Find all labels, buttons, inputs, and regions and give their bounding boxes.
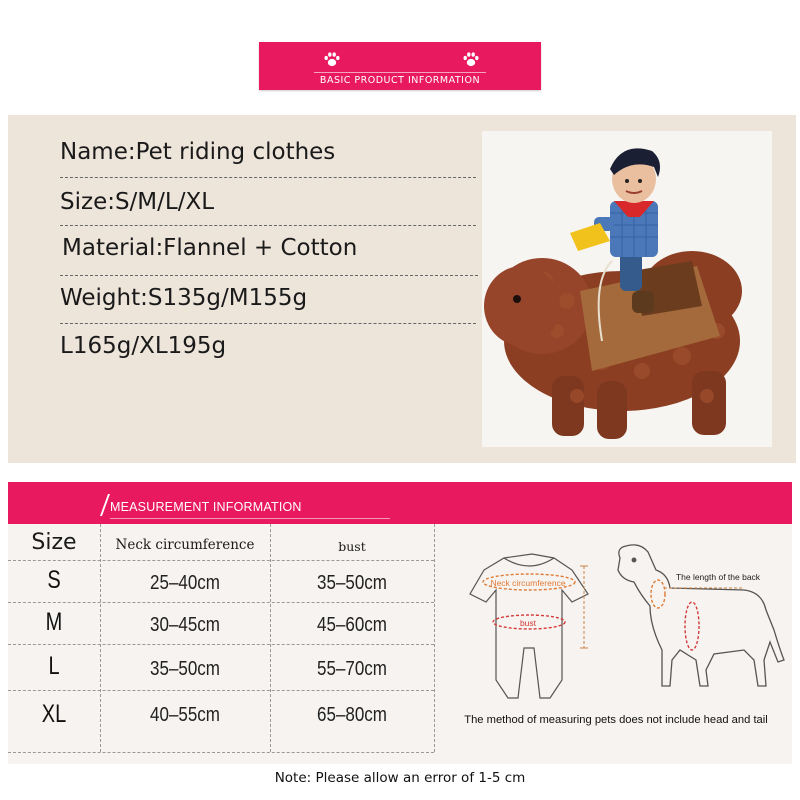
grid-divider: [8, 690, 434, 691]
dog-chest-ring: [685, 602, 699, 650]
info-name-row: [60, 139, 476, 178]
row-size: S: [47, 566, 61, 594]
column-header-neck: Neck circumference: [115, 537, 255, 553]
product-material: Material:Flannel + Cotton: [62, 235, 358, 261]
grid-divider: [8, 752, 434, 753]
basic-info-banner: [259, 42, 541, 90]
paw-icon: [462, 50, 480, 68]
row-bust: 65–80cm: [317, 704, 387, 726]
grid-divider: [8, 644, 434, 645]
row-neck: 35–50cm: [150, 658, 220, 680]
info-material-row: [60, 235, 478, 276]
banner-rule: [314, 72, 486, 73]
column-header-size: Size: [31, 530, 77, 555]
measurement-section: [8, 482, 792, 764]
info-weight-row-2: [60, 333, 226, 359]
dog-neck-ring: [651, 580, 665, 608]
paw-icon: [323, 50, 341, 68]
header-underline: [110, 518, 390, 519]
product-photo: [482, 131, 772, 447]
info-weight-row: [60, 285, 476, 324]
product-info-panel: [8, 115, 796, 463]
row-neck: 30–45cm: [150, 614, 220, 636]
grid-divider: [8, 560, 434, 561]
grid-divider: [434, 524, 435, 752]
row-bust: 55–70cm: [317, 658, 387, 680]
back-length-label: The length of the back: [675, 572, 761, 582]
info-size-row: [60, 189, 476, 226]
grid-divider: [8, 602, 434, 603]
row-bust: 45–60cm: [317, 614, 387, 636]
column-header-bust: bust: [338, 539, 366, 554]
row-size: XL: [41, 700, 67, 728]
product-weight: Weight:S135g/M155g: [60, 285, 308, 311]
measuring-method-note: The method of measuring pets does not include head and tail: [464, 714, 768, 726]
grid-divider: [270, 524, 271, 752]
bust-label: bust: [519, 618, 537, 628]
row-neck: 25–40cm: [150, 572, 220, 594]
grid-divider: [100, 524, 101, 752]
row-size: L: [48, 652, 60, 680]
product-name: Name:Pet riding clothes: [60, 139, 336, 165]
neck-label: Neck circumference: [490, 578, 566, 588]
error-note: Note: Please allow an error of 1-5 cm: [274, 770, 526, 786]
row-bust: 35–50cm: [317, 572, 387, 594]
row-size: M: [45, 608, 63, 636]
header-slash: [100, 494, 110, 516]
product-weight-cont: L165g/XL195g: [60, 333, 227, 359]
measurement-header: [8, 482, 792, 524]
row-neck: 40–55cm: [150, 704, 220, 726]
dog-outline: [618, 545, 784, 686]
product-sizes: Size:S/M/L/XL: [60, 189, 215, 215]
banner-title: BASIC PRODUCT INFORMATION: [319, 75, 481, 86]
measurement-title: MEASUREMENT INFORMATION: [110, 500, 302, 514]
